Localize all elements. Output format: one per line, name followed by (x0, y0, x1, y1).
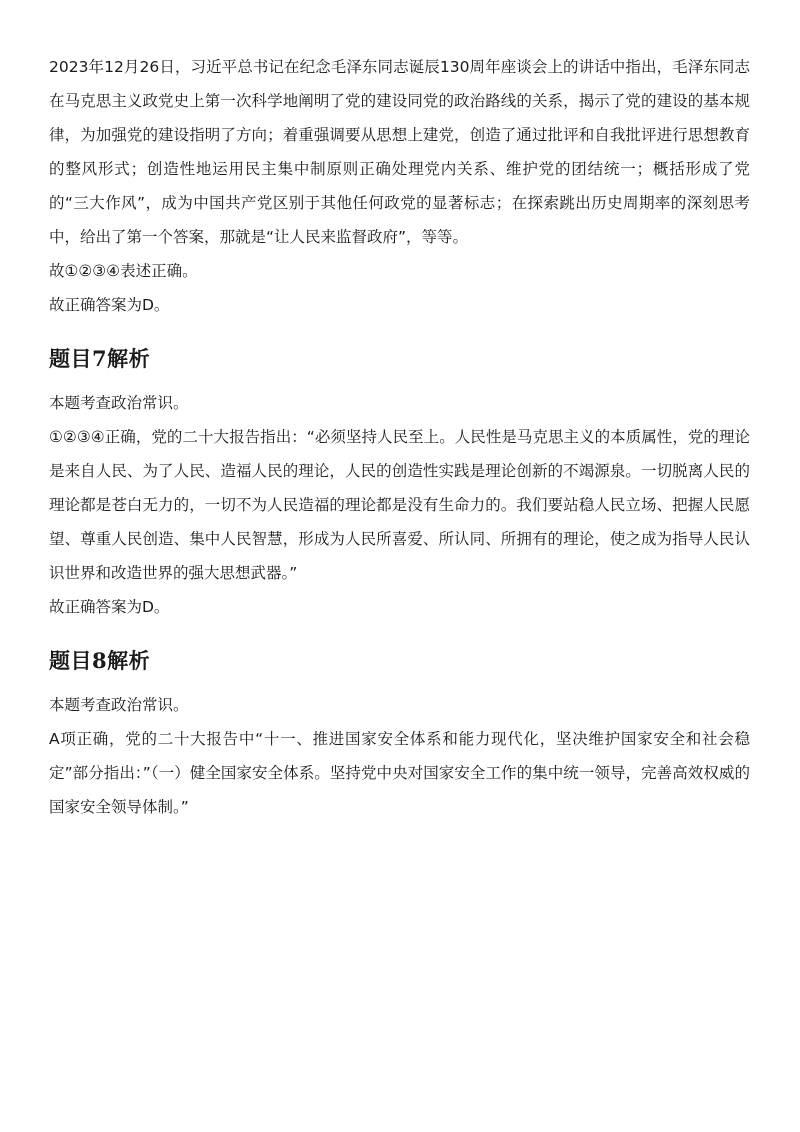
section-question-7 (49, 344, 750, 624)
analysis-paragraph: A项正确，党的二十大报告中“十一、推进国家安全体系和能力现代化，坚决维护国家安全和社会稳定”部分指出：”（一）健全国家安全体系。坚持党中央对国家安全工作的集中统一领导，完善高效权威的国家安全领导体制。” (49, 730, 750, 816)
analysis-paragraph: 2023年12月26日，习近平总书记在纪念毛泽东同志诞辰130周年座谈会上的讲话中指出，毛泽东同志在马克思主义政党史上第一次科学地阐明了党的建设同党的政治路线的关系，揭示了党的建设的基本规律，为加强党的建设指明了方向；着重强调要从思想上建党，创造了通过批评和自我批评进行思想教育的整风形式；创造性地运用民主集中制原则正确处理党内关系、维护党的团结统一；概括形成了党的“三大作风”，成为中国共产党区别于其他任何政党的显著标志；在探索跳出历史周期率的深刻思考中，给出了第一个答案，那就是“让人民来监督政府”，等等。 (49, 58, 750, 246)
question-7-heading: 题目7解析 (49, 346, 151, 371)
section-question-8 (49, 646, 750, 824)
answer-statement: 故正确答案为D。 (49, 296, 170, 314)
topic-statement: 本题考查政治常识。 (49, 394, 189, 412)
analysis-paragraph: ①②③④正确，党的二十大报告指出：“必须坚持人民至上。人民性是马克思主义的本质属性，党的理论是来自人民、为了人民、造福人民的理论，人民的创造性实践是理论创新的不竭源泉。一切脱离人民的理论都是苍白无力的，一切不为人民造福的理论都是没有生命力的。我们要站稳人民立场、把握人民愿望、尊重人民创造、集中人民智慧，形成为人民所喜爱、所认同、所拥有的理论，使之成为指导人民认识世界和改造世界的强大思想武器。” (49, 428, 750, 582)
conclusion-statement: 故①②③④表述正确。 (49, 262, 198, 280)
topic-statement: 本题考查政治常识。 (49, 696, 189, 714)
answer-statement: 故正确答案为D。 (49, 598, 170, 616)
section-previous-analysis (49, 50, 750, 322)
question-8-heading: 题目8解析 (49, 648, 151, 673)
